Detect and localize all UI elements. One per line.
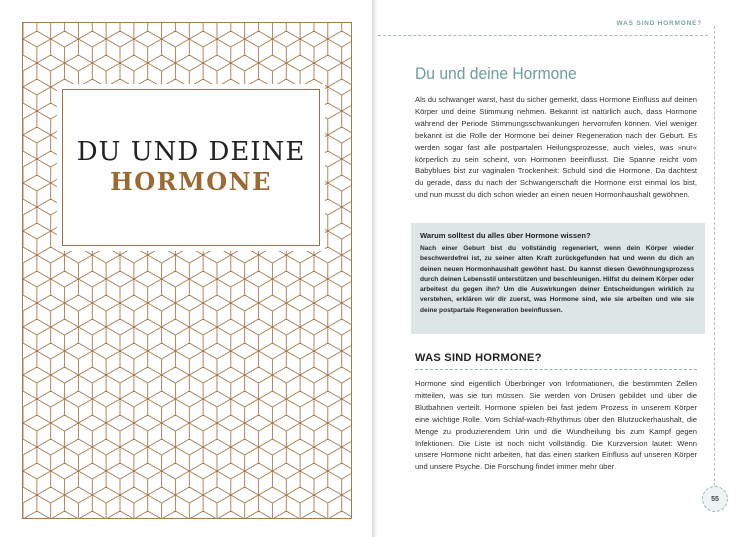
chapter-heading: Du und deine Hormone: [415, 64, 577, 83]
intro-paragraph: Als du schwanger warst, hast du sicher gemerkt, dass Hormone Einfluss auf deinen Körper und deine Stimmung nehmen. Bekannt ist natürlich auch, dass Hormone während der Periode Stimmungsschwankungen hervorrufen können. Viel weniger bekannt ist die Rolle der Hormone bei deiner Regeneration nach der Geburt. Es werden sogar fast alle postpartalen Heilungsprozesse, auch vieles, was »nur« körperlich zu sein scheint, von Hormonen beeinflusst. Die Spanne reicht vom Babyblues bist zur vaginalen Trockenheit: Schuld sind die Hormone. Da dachtest du gerade, dass du nach der Schwangerschaft die Hormone erst einmal los bist, und nun musst du dich schon wieder an einen neuen Hormonhaushalt gewöhnen.: [415, 95, 697, 200]
info-box-text: Nach einer Geburt bist du vollständig regeneriert, wenn dein Körper wieder beschwerdefrei ist, zu seiner alten Kraft zurückgefunden hat und wenn du dich an deinen neuen Hormonhaushalt gewöhnt hast. Du kannst diesen Gewöhnungsprozess durch deinen Lebensstil unterstützen und beschleunigen. Hilfst du deinem Körper oder arbeitest du gegen ihn? Um die Auswirkungen deiner Entscheidungen wirklich zu verstehen, erklären wir dir zuerst, was Hormone sind, wie sie arbeiten und wie sie deine postpartale Regeneration beeinflussen.: [420, 245, 694, 314]
header-divider: [378, 35, 708, 36]
chapter-title-card: [62, 89, 320, 246]
page-number: 55: [702, 486, 728, 512]
chapter-title-line2: HORMONE: [110, 166, 272, 196]
chapter-title-line1: DU UND DEINE: [76, 137, 306, 168]
section-divider: [415, 369, 697, 370]
left-page: [0, 0, 372, 537]
section-heading: WAS SIND HORMONE?: [415, 352, 542, 364]
info-box-title: Warum solltest du alles über Hormone wissen?: [420, 231, 591, 240]
right-page: [378, 0, 750, 537]
running-head: WAS SIND HORMONE?: [616, 20, 702, 27]
info-box: [411, 223, 705, 334]
section-paragraph: Hormone sind eigentlich Überbringer von Informationen, die bestimmten Zellen mitteilen, was sie tun müssen. Sie werden von Drüsen gebildet und über die Blutbahnen verteilt. Hormone spielen bei fast jedem Prozess in unserem Körper eine wichtige Rolle. Vom Schlaf-wach-Rhythmus über den Blutzuckerhaushalt, die Menge zu produzierendem Urin und die Wundheilung bis zum Kampf gegen Infektionen. Die Liste ist noch nicht vollständig. Die Kurzversion lautet: Wenn unsere Hormone nicht arbeiten, hat das einen starken Einfluss auf unseren Körper und unsere Psyche. Die Forschung findet immer mehr über: [415, 379, 697, 472]
page-edge-divider: [714, 26, 715, 506]
